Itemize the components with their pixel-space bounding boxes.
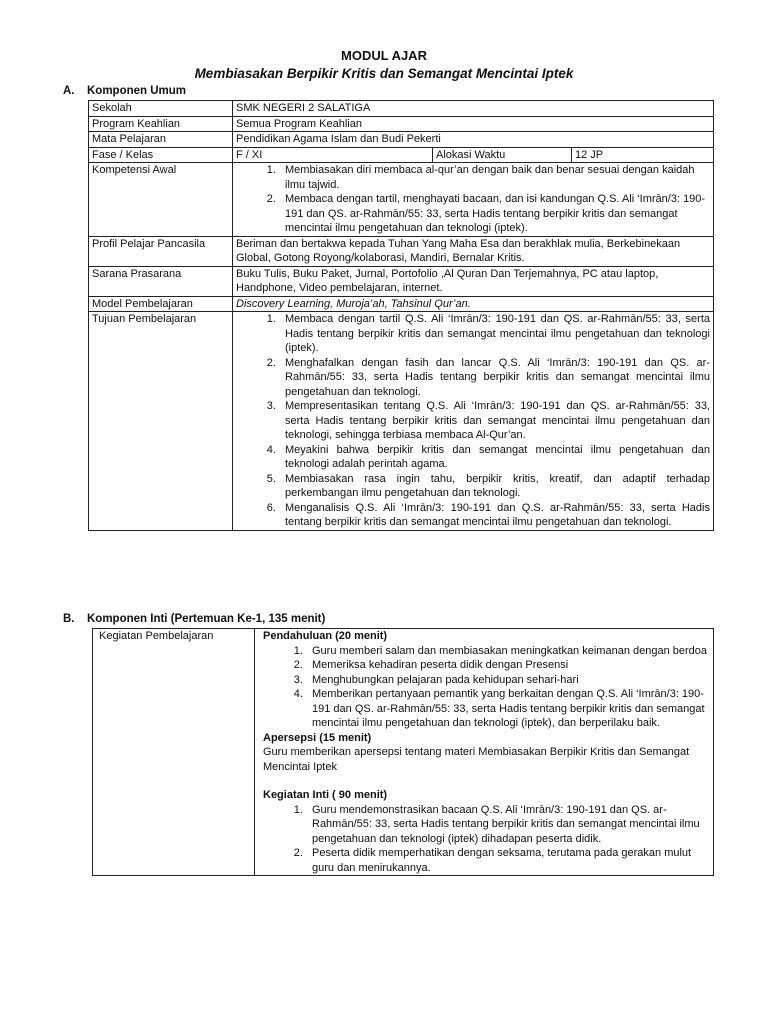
- list-item: 1. Guru mendemonstrasikan bacaan Q.S. Ali ‘Imrān/3: 190-191 dan QS. ar-Rahmān/55: 33, serta Hadis tentang berpikir kritis dan semangat mencintai ilmu pengetahuan dan teknologi (iptek) dihadapan peserta didik.: [306, 803, 710, 847]
- model-label: Model Pembelajaran: [89, 296, 233, 312]
- fase-label: Fase / Kelas: [89, 147, 233, 163]
- komponen-umum-table: [88, 100, 714, 531]
- doc-subtitle: Membiasakan Berpikir Kritis dan Semangat Mencintai Iptek: [194, 66, 574, 81]
- list-item: 3. Mempresentasikan tentang Q.S. Ali ‘Imrān/3: 190-191 dan QS. ar-Rahmān/55: 33, serta Hadis tentang berpikir kritis dan semangat mencintai ilmu pengetahuan dan teknologi, sehingga terbiasa membaca Al-Qur’an.: [279, 399, 710, 443]
- table-row: [89, 116, 714, 132]
- mapel-label: Mata Pelajaran: [89, 132, 233, 148]
- kegiatan-content: [255, 629, 714, 876]
- tujuan-list: [236, 312, 710, 530]
- model-value: Discovery Learning, Muroja’ah, Tahsinul Qur’an.: [233, 296, 714, 312]
- kompetensi-label: Kompetensi Awal: [89, 163, 233, 237]
- list-item: 3. Menghubungkan pelajaran pada kehidupan sehari-hari: [306, 673, 710, 688]
- list-item: 1. Guru memberi salam dan membiasakan meningkatkan keimanan dengan berdoa: [306, 644, 710, 659]
- list-item: 4. Memberikan pertanyaan pemantik yang berkaitan dengan Q.S. Ali ‘Imrān/3: 190-191 dan QS. ar-Rahmān/55: 33, serta Hadis tentang berpikir kritis dan semangat mencintai ilmu pengetahuan dan teknologi (iptek), dan berperilaku baik.: [306, 687, 710, 731]
- list-item: 2. Menghafalkan dengan fasih dan lancar Q.S. Ali ‘Imrān/3: 190-191 dan QS. ar-Rahmān/55: 33, serta Hadis tentang berpikir kritis dan semangat mencintai ilmu pengetahuan dan teknologi.: [279, 356, 710, 400]
- program-label: Program Keahlian: [89, 116, 233, 132]
- apersepsi-heading: Apersepsi (15 menit): [263, 731, 372, 744]
- list-item: 1. Membaca dengan tartil Q.S. Ali ‘Imrān/3: 190-191 dan QS. ar-Rahmān/55: 33, serta Hadis tentang berpikir kritis dan semangat mencintai ilmu pengetahuan dan teknologi (iptek).: [279, 312, 710, 356]
- komponen-inti-table: [92, 628, 714, 876]
- sekolah-label: Sekolah: [89, 101, 233, 117]
- sarana-value: Buku Tulis, Buku Paket, Jurnal, Portofolio ,Al Quran Dan Terjemahnya, PC atau laptop, Handphone, Video pembelajaran, internet.: [233, 266, 714, 296]
- table-row: [89, 266, 714, 296]
- inti-heading: Kegiatan Inti ( 90 menit): [263, 789, 388, 801]
- list-item: 1. Membiasakan diri membaca al-qur’an dengan baik dan benar sesuai dengan kaidah ilmu tajwid.: [279, 163, 710, 192]
- tujuan-value: [233, 312, 714, 531]
- table-row: [89, 147, 714, 163]
- table-row: [89, 163, 714, 237]
- fase-value: F / XI: [233, 147, 433, 163]
- kegiatan-label: Kegiatan Pembelajaran: [93, 629, 255, 876]
- list-item: 6. Menganalisis Q.S. Ali ‘Imrān/3: 190-191 dan Q.S. ar-Rahmān/55: 33, serta Hadis tentang berpikir kritis dan semangat mencintai ilmu pengetahuan dan teknologi.: [279, 501, 710, 530]
- list-item: 5. Membiasakan rasa ingin tahu, berpikir kritis, kreatif, dan adaptif terhadap perkembangan ilmu pengetahuan dan teknologi.: [279, 472, 710, 501]
- kompetensi-value: [233, 163, 714, 237]
- table-row: [89, 296, 714, 312]
- table-row: [89, 236, 714, 266]
- profil-value: Beriman dan bertakwa kepada Tuhan Yang Maha Esa dan berakhlak mulia, Berkebinekaan Global, Gotong Royong/kolaborasi, Mandiri, Bernalar Kritis.: [233, 236, 714, 266]
- section-b-letter: B.: [63, 613, 75, 625]
- table-row: [89, 132, 714, 148]
- list-item: 2. Peserta didik memperhatikan dengan seksama, terutama pada gerakan mulut guru dan menirukannya.: [306, 846, 710, 875]
- table-row: [89, 101, 714, 117]
- mapel-value: Pendidikan Agama Islam dan Budi Pekerti: [233, 132, 714, 148]
- spacer: [263, 774, 710, 788]
- section-a-title: Komponen Umum: [87, 85, 187, 97]
- inti-list: [263, 803, 710, 876]
- table-row: [93, 629, 714, 876]
- list-item: 4. Meyakini bahwa berpikir kritis dan semangat mencintai ilmu pengetahuan dan teknologi adalah perintah agama.: [279, 443, 710, 472]
- alokasi-value: 12 JP: [572, 147, 714, 163]
- pendahuluan-heading: Pendahuluan (20 menit): [263, 630, 388, 642]
- doc-title: MODUL AJAR: [341, 48, 427, 63]
- program-value: Semua Program Keahlian: [233, 116, 714, 132]
- section-b-title: Komponen Inti (Pertemuan Ke-1, 135 menit): [87, 613, 326, 625]
- sekolah-value: SMK NEGERI 2 SALATIGA: [233, 101, 714, 117]
- section-b-heading: [63, 612, 325, 627]
- section-a-heading: [63, 84, 186, 99]
- section-a-letter: A.: [63, 85, 75, 97]
- apersepsi-text: Guru memberikan apersepsi tentang materi Membiasakan Berpikir Kritis dan Semangat Mencintai Iptek: [263, 746, 690, 773]
- pendahuluan-list: [263, 644, 710, 731]
- list-item: 2. Membaca dengan tartil, menghayati bacaan, dan isi kandungan Q.S. Ali ‘Imrān/3: 190-191 dan QS. ar-Rahmān/55: 33, serta Hadis tentang berpikir kritis dan semangat mencintai ilmu pengetahuan dan teknologi (iptek).: [279, 192, 710, 236]
- alokasi-label: Alokasi Waktu: [433, 147, 572, 163]
- table-row: [89, 312, 714, 531]
- list-item: 2. Memeriksa kehadiran peserta didik dengan Presensi: [306, 658, 710, 673]
- tujuan-label: Tujuan Pembelajaran: [89, 312, 233, 531]
- kompetensi-list: [236, 163, 710, 236]
- profil-label: Profil Pelajar Pancasila: [89, 236, 233, 266]
- sarana-label: Sarana Prasarana: [89, 266, 233, 296]
